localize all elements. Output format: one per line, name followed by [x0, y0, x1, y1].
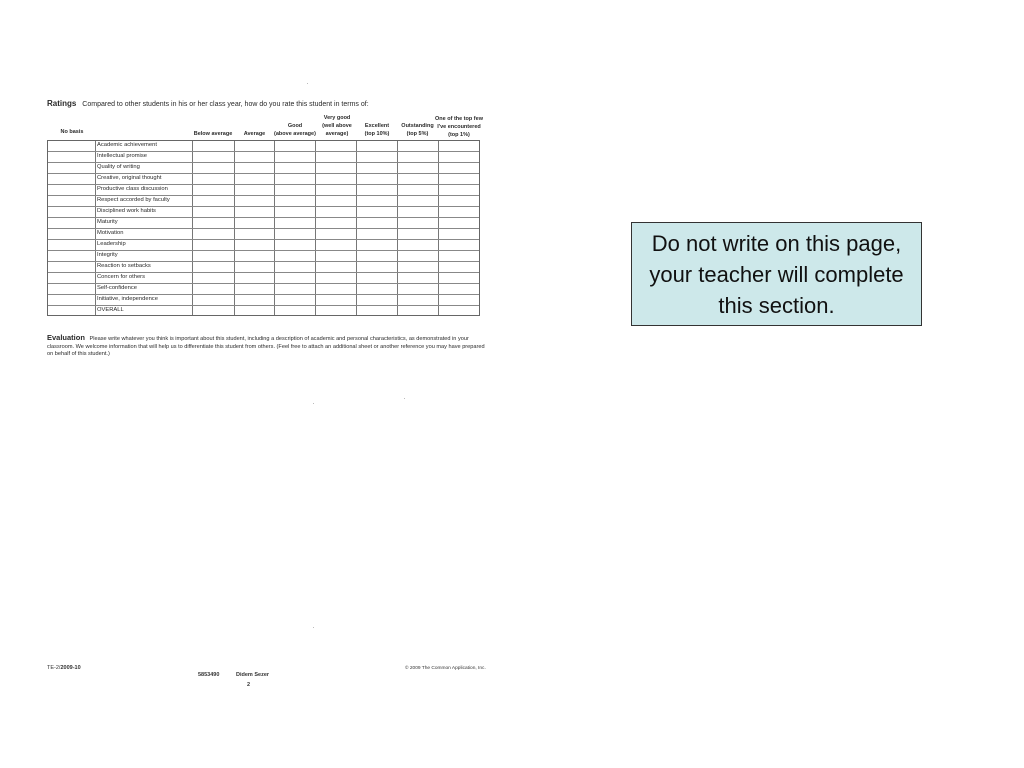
column-header-outstanding: Outstanding (top 5%) — [401, 123, 434, 137]
copyright-notice: © 2009 The Common Application, Inc. — [405, 666, 486, 671]
rating-row — [48, 174, 479, 185]
rating-row — [48, 196, 479, 207]
column-header-average: Average — [243, 131, 266, 137]
rating-row-label: Creative, original thought — [97, 175, 162, 181]
column-header-very-good: Very good (well above average) — [322, 115, 352, 137]
rating-row-label: OVERALL — [97, 307, 124, 313]
scan-speck — [307, 83, 308, 84]
form-code — [47, 665, 81, 671]
rating-row-label: Intellectual promise — [97, 153, 147, 159]
scan-speck — [313, 627, 314, 628]
ratings-title: Ratings — [47, 99, 77, 108]
rating-row — [48, 229, 479, 240]
column-header-excellent: Excellent (top 10%) — [364, 123, 390, 137]
form-code-prefix: TE-2/ — [47, 665, 61, 671]
instruction-note — [631, 222, 922, 326]
rating-row — [48, 262, 479, 273]
rating-row-label: Motivation — [97, 230, 124, 236]
rating-row-label: Self-confidence — [97, 285, 137, 291]
ratings-prompt: Compared to other students in his or her class year, how do you rate this student in terms of: — [82, 101, 369, 108]
rating-row — [48, 251, 479, 262]
rating-row-label: Concern for others — [97, 274, 146, 280]
page-number: 2 — [247, 682, 251, 688]
scan-speck — [404, 398, 405, 399]
student-name: Didem Sezer — [236, 672, 270, 678]
rating-row — [48, 152, 479, 163]
rating-row-label: Academic achievement — [97, 142, 157, 148]
rating-row-label: Respect accorded by faculty — [97, 197, 170, 203]
rating-row — [48, 284, 479, 295]
column-header-no-basis: No basis — [60, 129, 84, 135]
evaluation-text: Please write whatever you think is important about this student, including a description of academic and personal characteristics, as demonstrated in your classroom. We welcome information that will help us to differentiate this student from others. (Feel free to attach an additional sheet or another reference you may have prepared on behalf of this student.) — [47, 336, 485, 357]
column-header-top-few: One of the top few I've encountered (top 1%) — [435, 116, 483, 138]
rating-row — [48, 295, 479, 306]
rating-row-label: Productive class discussion — [97, 186, 168, 192]
evaluation-title: Evaluation — [47, 333, 85, 342]
column-header-good: Good (above average) — [274, 123, 316, 137]
rating-row — [48, 273, 479, 284]
ratings-heading — [47, 99, 369, 108]
form-year: 2009-10 — [60, 665, 81, 671]
student-id: 5853490 — [198, 672, 220, 678]
column-header-below-average: Below average — [193, 131, 233, 137]
rating-row-label: Reaction to setbacks — [97, 263, 151, 269]
rating-row-label: Maturity — [97, 219, 118, 225]
rating-row — [48, 185, 479, 196]
rating-row — [48, 306, 479, 317]
rating-row-label: Leadership — [97, 241, 126, 247]
rating-row — [48, 218, 479, 229]
scan-speck — [313, 403, 314, 404]
ratings-grid — [47, 140, 480, 316]
rating-row-label: Quality of writing — [97, 164, 140, 170]
rating-row-label: Integrity — [97, 252, 118, 258]
instruction-note-text: Do not write on this page, your teacher will complete this section. — [649, 230, 904, 318]
rating-row — [48, 141, 479, 152]
rating-row — [48, 163, 479, 174]
rating-row-label: Initiative, independence — [97, 296, 158, 302]
rating-row — [48, 240, 479, 251]
rating-row-label: Disciplined work habits — [97, 208, 156, 214]
evaluation-section — [47, 334, 487, 359]
rating-row — [48, 207, 479, 218]
